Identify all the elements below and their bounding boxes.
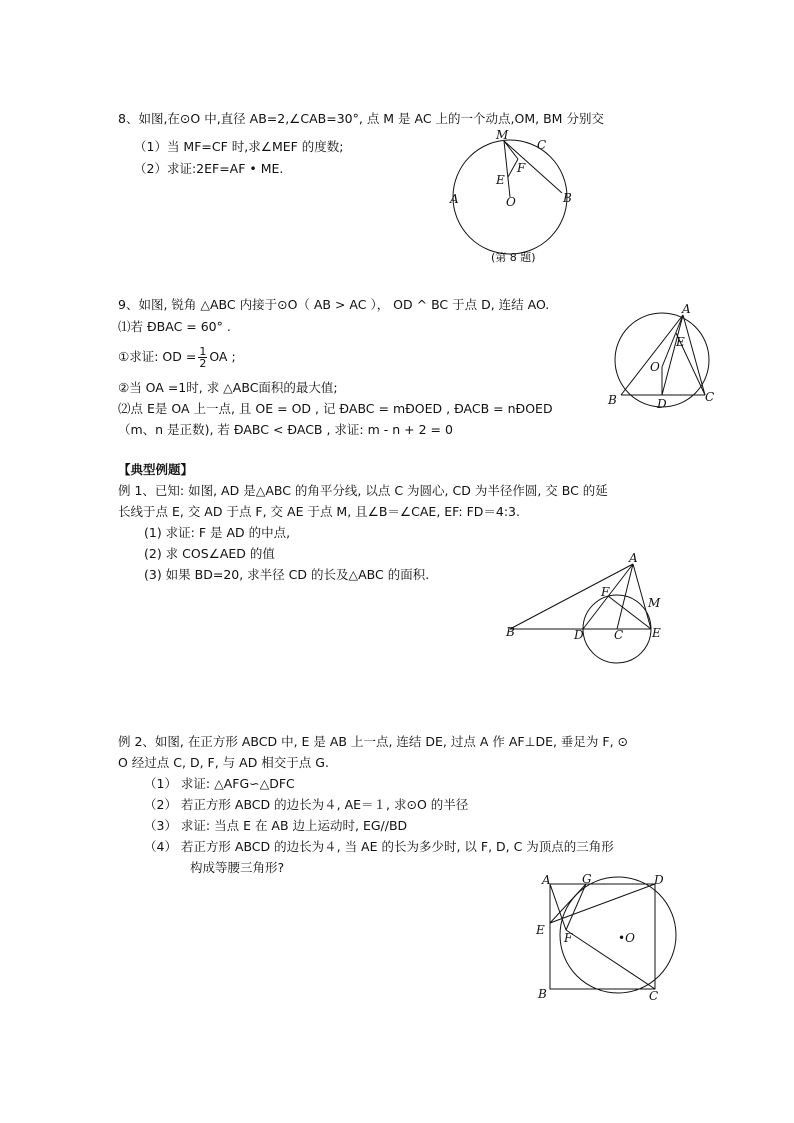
q8-segment-MO [504,141,510,197]
ex1-label-C: C [614,628,624,642]
ex2-label-G: G [582,872,592,886]
ex2-part4a: （4） 若正方形 ABCD 的边长为４, 当 AE 的长为多少时, 以 F, D, C 为顶点的三角形 [144,839,614,854]
ex1-segment-FE [608,596,651,629]
ex2-segment-AF [550,884,566,930]
q9-stem: 9、如图, 锐角 △ABC 内接于⊙O（ AB > AC ）， OD ^ BC 于点 D, 连结 AO. [118,297,550,312]
q9-sub2: ②当 OA =1时, 求 △ABC面积的最大值; [118,380,338,395]
q9-cond1: ⑴若 ÐBAC = 60° . [118,319,231,334]
q8-stem: 8、如图,在⊙O 中,直径 AB=2,∠CAB=30°, 点 M 是 AC 上的一个动点,OM, BM 分别交 [118,111,604,126]
ex1-label-D: D [574,628,584,642]
ex2-label-A: A [542,873,551,887]
q9-sub1 [118,344,236,370]
q8-label-E: E [496,173,505,187]
q8-figure [446,125,586,285]
ex1-label-M: M [648,596,661,610]
ex1-part1: (1) 求证: F 是 AD 的中点, [144,525,291,540]
q9-label-A: A [682,302,691,316]
q9-cond2: ⑵点 E是 OA 上一点, 且 OE = OD , 记 ÐABC = mÐOED , ÐACB = nÐOED [118,401,553,416]
q9-side-AB [621,315,683,395]
ex2-label-C: C [649,989,659,1003]
ex2-part4b: 构成等腰三角形? [190,860,285,875]
q9-label-C: C [705,390,715,404]
q8-label-B: B [563,191,572,205]
q9-label-D: D [657,397,667,411]
q9-fraction [198,346,207,369]
ex2-label-B: B [538,987,547,1001]
ex1-line2: 长线于点 E, 交 AD 于点 F, 交 AE 于点 M, 且∠B＝∠CAE, EF: FD＝4:3. [118,504,520,519]
section-title: 【典型例题】 [118,462,194,477]
q9-sub1-prefix: ①求证: OD = [118,349,197,364]
q9-cond2b: （m、n 是正数), 若 ÐABC < ÐACB , 求证: m - n + 2 = 0 [118,422,453,437]
ex2-line1: 例 2、如图, 在正方形 ABCD 中, E 是 AB 上一点, 连结 DE, 过点 A 作 AF⊥DE, 垂足为 F, ⊙ [118,734,629,749]
ex1-part3: (3) 如果 BD=20, 求半径 CD 的长及△ABC 的面积. [144,567,430,582]
ex2-segment-EG [550,884,586,923]
ex2-label-D: D [654,873,664,887]
q8-label-O: O [506,195,516,209]
ex2-segment-ED [550,884,655,923]
q9-figure [604,302,724,415]
q9-label-B: B [608,393,617,407]
ex2-label-E: E [536,923,545,937]
ex1-side-BA [510,564,633,629]
ex2-label-O: •O [618,931,635,945]
ex2-label-F: F [564,931,573,945]
ex2-part1: （1） 求证: △AFG∽△DFC [144,776,295,791]
q8-label-F: F [517,161,526,175]
q8-caption: (第 8 题) [491,251,536,264]
ex1-label-A: A [629,551,638,565]
q9-label-O: O [650,360,660,374]
ex2-line2: O 经过点 C, D, F, 与 AD 相交于点 G. [118,755,329,770]
q8-label-C: C [537,138,547,152]
q9-frac-den: 2 [199,357,207,370]
q8-segment-MB [504,141,562,193]
q9-frac-num: 1 [199,345,207,358]
q8-label-M: M [496,128,509,142]
ex1-part2: (2) 求 COS∠AED 的值 [144,546,275,561]
q9-sub1-suffix: OA ; [209,349,236,364]
ex1-label-E: E [652,626,661,640]
ex1-label-F: F [601,585,610,599]
q8-part1: （1）当 MF=CF 时,求∠MEF 的度数; [134,139,344,154]
ex2-segment-FC [566,930,655,989]
ex2-figure [530,870,700,1010]
ex1-label-B: B [506,625,515,639]
q9-segment-AD [662,315,683,395]
q8-part2: （2）求证:2EF=AF • ME. [134,161,284,176]
ex2-part2: （2） 若正方形 ABCD 的边长为４, AE＝１, 求⊙O 的半径 [144,797,469,812]
q8-label-A: A [450,192,459,206]
ex2-part3: （3） 求证: 当点 E 在 AB 边上运动时, EG//BD [144,818,408,833]
ex1-line1: 例 1、已知: 如图, AD 是△ABC 的角平分线, 以点 C 为圆心, CD 为半径作圆, 交 BC 的延 [118,483,608,498]
ex1-figure [502,551,682,664]
ex2-segment-FG [566,884,586,930]
q9-label-E: E [676,335,685,349]
